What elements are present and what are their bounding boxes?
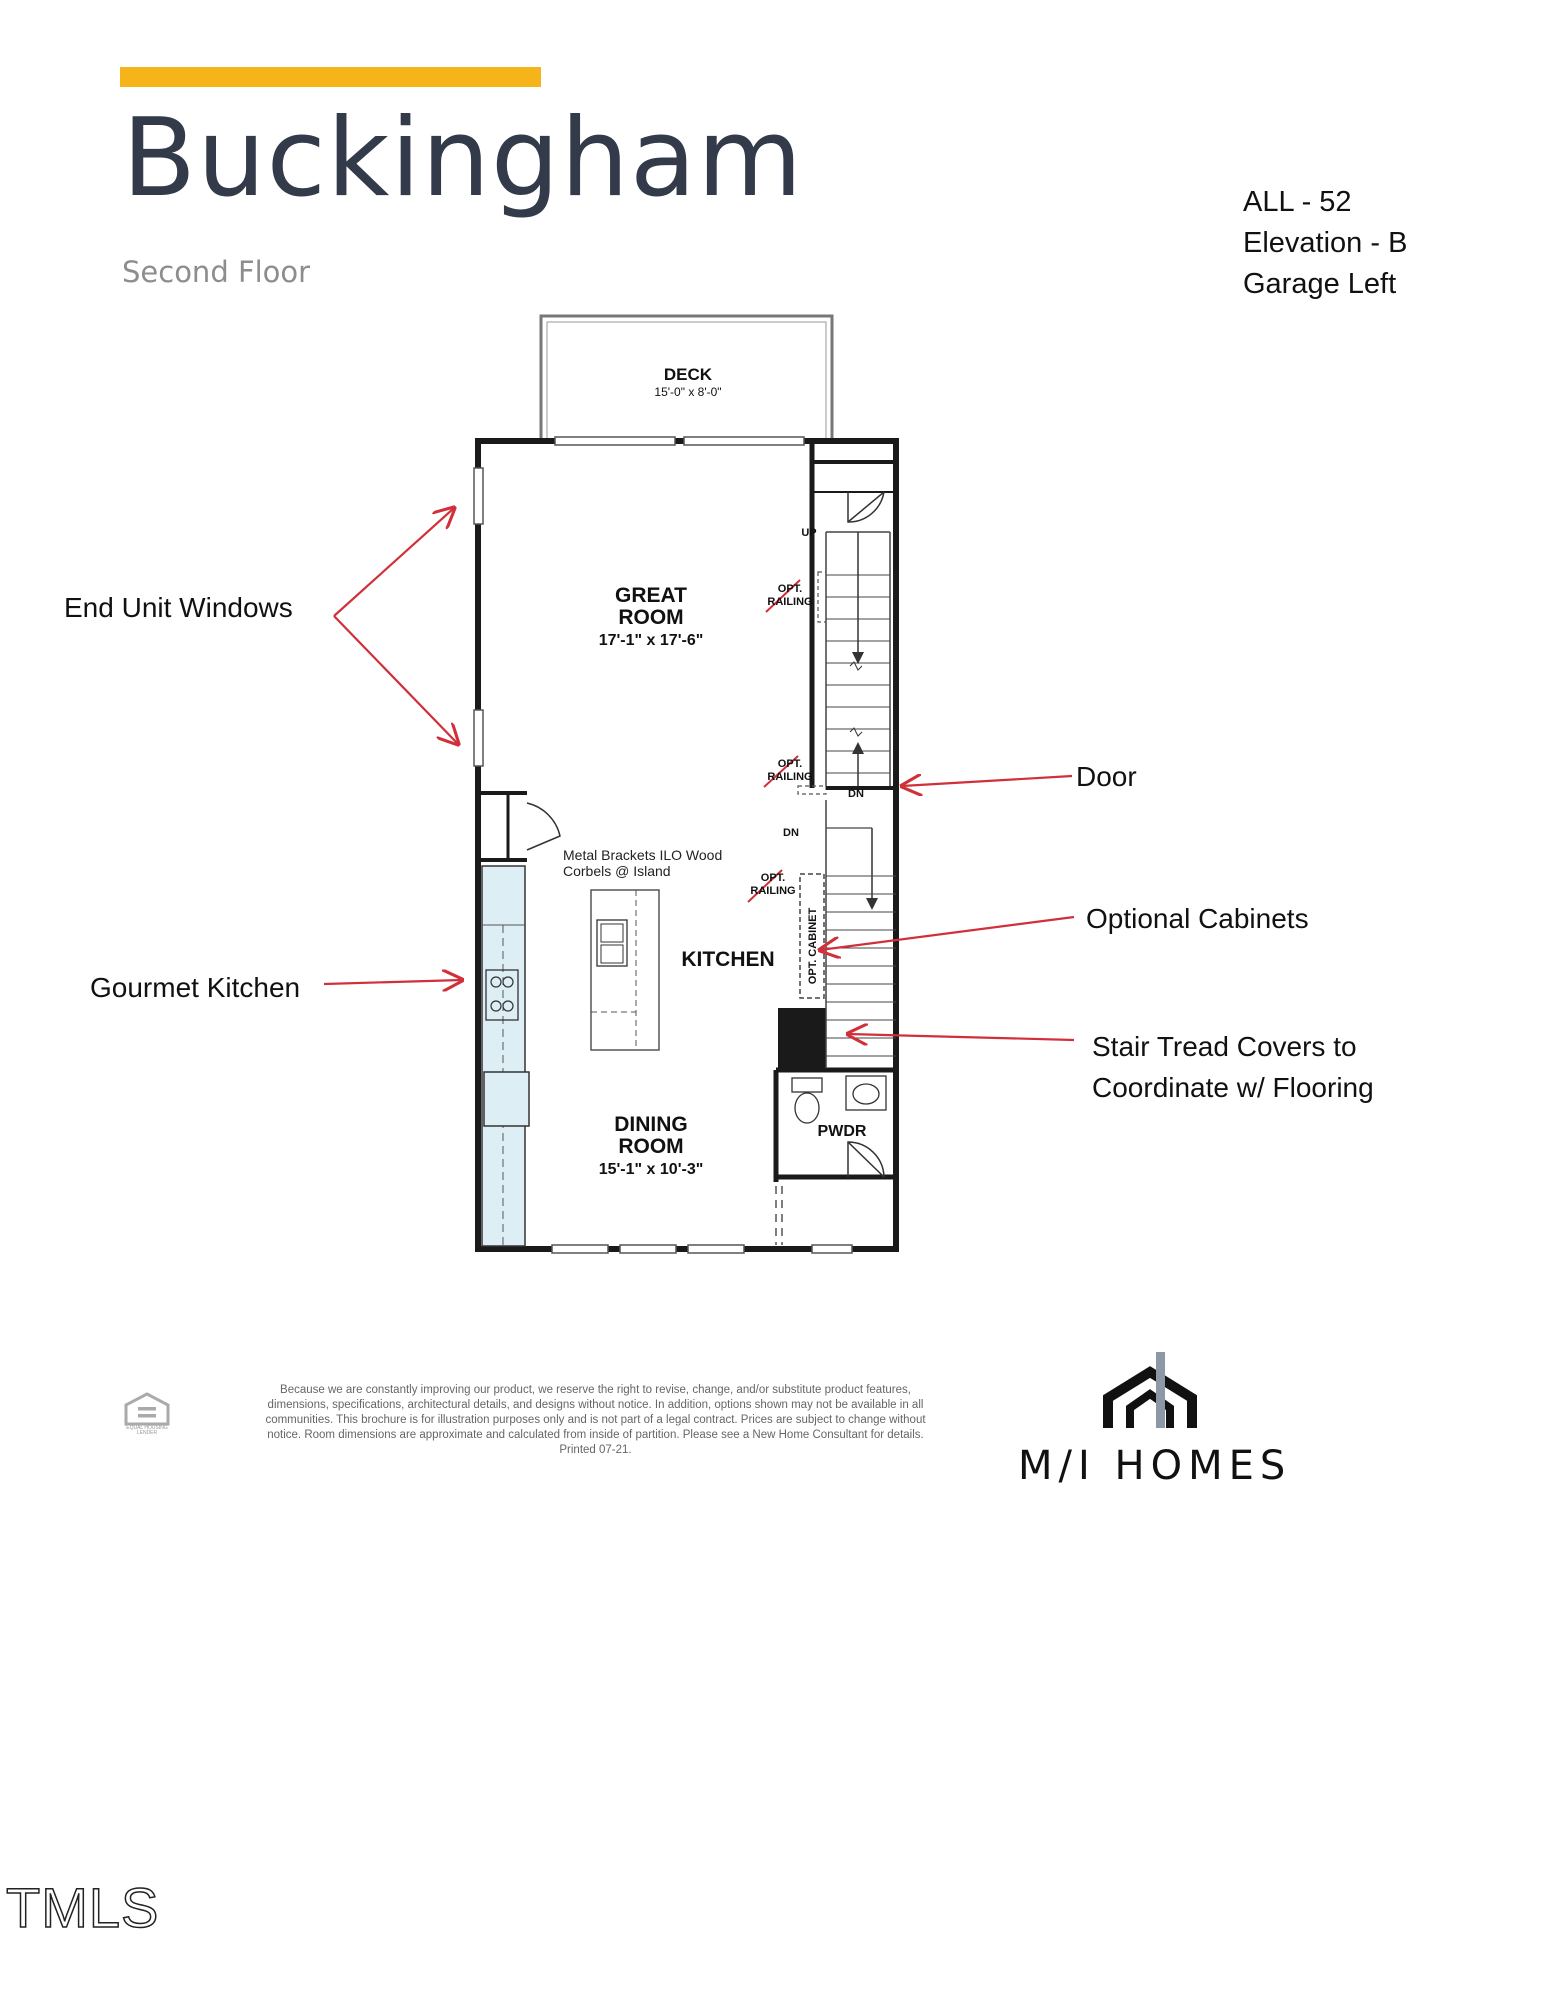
stair-dn-upper-label: DN (848, 788, 864, 800)
page-title: Buckingham (122, 96, 804, 221)
powder-room-label: PWDR (817, 1123, 867, 1140)
opt-railing-2-line1: OPT. (777, 758, 803, 770)
dining-room-label-2: ROOM (618, 1135, 684, 1158)
disclaimer-text: Because we are constantly improving our product, we reserve the right to revise, change, and/or substitute product features, dimensions, specifications, architectural details, and designs without notice. In addition, options shown may not be available in all communities. This brochure is for illustration purposes only and is not part of a legal contract. Prices are subject to change without notice. Room dimensions are approximate and calculated from inside of partition. Please see a New Home Consultant for details. Printed 07-21. (265, 1384, 926, 1456)
callout-end-unit-windows: End Unit Windows (64, 592, 293, 623)
plan-info-garage: Garage Left (1243, 268, 1397, 300)
great-room-size: 17'-1" x 17'-6" (598, 632, 704, 649)
opt-railing-3-line1: OPT. (760, 872, 786, 884)
dining-room-size: 15'-1" x 10'-3" (598, 1161, 704, 1178)
plan-info-lot: ALL - 52 (1243, 186, 1352, 218)
kitchen-counter (482, 866, 529, 1246)
callout-optional-cabinets: Optional Cabinets (1086, 903, 1309, 934)
kitchen-label: KITCHEN (681, 948, 775, 971)
dining-room-label-1: DINING (614, 1113, 688, 1136)
opt-railing-3-line2: RAILING (750, 885, 796, 897)
stair-up-label: UP (801, 527, 817, 539)
opt-railing-1-line1: OPT. (777, 583, 803, 595)
opt-cabinet-label: OPT. CABINET (807, 907, 819, 985)
callout-stair-tread-line1: Stair Tread Covers to (1092, 1031, 1357, 1062)
watermark: TMLS (6, 1876, 160, 1939)
equal-housing-label: EQUAL HOUSING LENDER (126, 1425, 168, 1436)
equal-housing-lender-icon (126, 1394, 168, 1424)
plan-info-elevation: Elevation - B (1243, 227, 1408, 259)
powder-fixtures (792, 1076, 886, 1123)
brand-name: M/I HOMES (1018, 1443, 1292, 1489)
great-room-label-1: GREAT (615, 584, 687, 607)
island-note-line1: Metal Brackets ILO Wood (563, 847, 723, 863)
stair-dn-lower-label: DN (783, 827, 799, 839)
opt-railing-2-line2: RAILING (767, 771, 813, 783)
opt-railing-crossouts (748, 580, 803, 902)
callout-gourmet-kitchen: Gourmet Kitchen (90, 972, 301, 1003)
island-note-line2: Corbels @ Island (563, 863, 671, 879)
great-room-label-2: ROOM (618, 606, 684, 629)
kitchen-island (591, 890, 659, 1050)
callout-door: Door (1076, 761, 1137, 792)
opt-railing-1-line2: RAILING (767, 596, 813, 608)
floor-subtitle: Second Floor (122, 255, 311, 289)
deck-label: DECK (663, 365, 713, 384)
callout-stair-tread-line2: Coordinate w/ Flooring (1092, 1072, 1374, 1103)
mi-homes-logo-icon (1108, 1352, 1192, 1428)
deck-size: 15'-0" x 8'-0" (654, 385, 722, 399)
